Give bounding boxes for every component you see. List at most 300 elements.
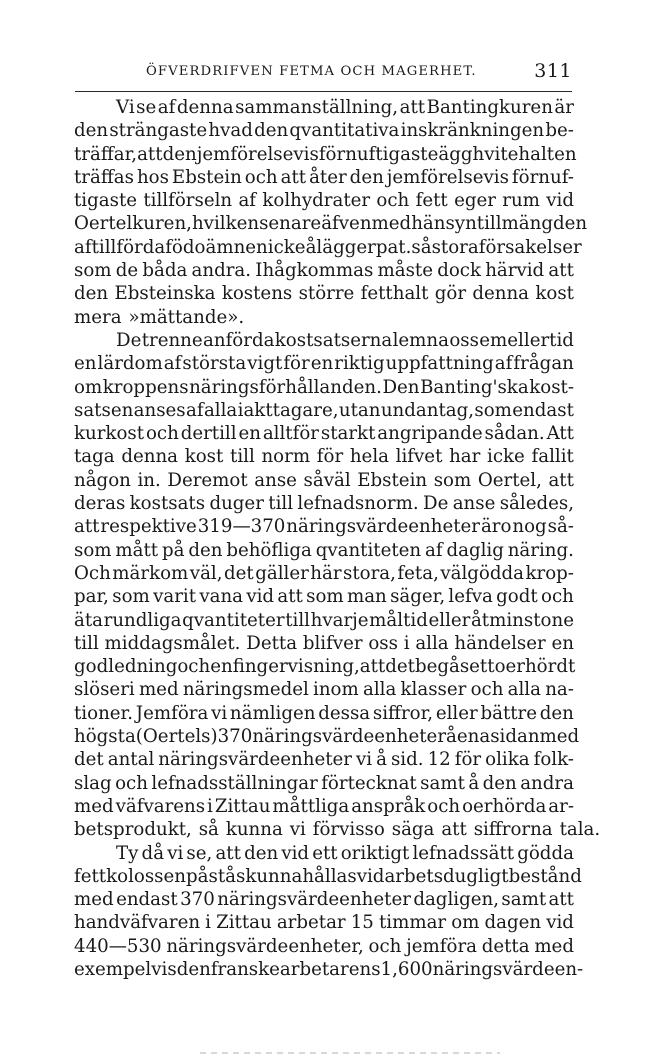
word: som	[112, 586, 150, 608]
word: kost	[184, 446, 224, 468]
word: anförda	[203, 329, 275, 351]
word: mera	[74, 306, 122, 328]
text-line	[74, 445, 574, 468]
word: att	[277, 586, 303, 608]
word: de	[115, 260, 139, 282]
word: 15	[350, 912, 374, 934]
word: godt	[496, 586, 538, 608]
word: till	[285, 609, 310, 631]
word: med	[74, 889, 114, 911]
text-line	[74, 422, 574, 445]
word: arbetsdugligt	[384, 865, 509, 887]
word: andra	[520, 772, 574, 794]
word: till	[74, 632, 99, 654]
word: strängaste	[109, 120, 208, 142]
word: nog	[512, 516, 547, 538]
word: den	[244, 842, 279, 864]
word: lärdom	[97, 353, 163, 375]
word: blifver	[302, 632, 363, 654]
word: lemna	[392, 329, 449, 351]
text-line	[74, 585, 574, 608]
word: för	[283, 353, 310, 375]
word: dagligen,	[413, 889, 499, 911]
word: af	[74, 236, 92, 258]
word: franske	[210, 958, 280, 980]
word: och	[244, 166, 278, 188]
word: inom	[313, 679, 359, 701]
word: äro	[480, 516, 512, 538]
word: »mättande».	[128, 306, 245, 328]
word: så-	[547, 516, 574, 538]
word: in.	[137, 469, 161, 491]
word: alla	[507, 679, 541, 701]
text-line	[74, 609, 574, 632]
word: oss	[368, 632, 398, 654]
word: den	[254, 120, 289, 142]
word: näringsmedel	[182, 679, 309, 701]
word: af	[186, 399, 204, 421]
word: den	[176, 958, 211, 980]
word: pat.	[375, 236, 412, 258]
text-line	[74, 376, 574, 399]
word: af	[238, 190, 257, 212]
page-header	[74, 60, 574, 90]
word: så	[411, 236, 432, 258]
word: ena	[456, 726, 491, 748]
word: som	[433, 469, 472, 491]
word: med	[74, 795, 114, 817]
word: gäller	[255, 562, 309, 584]
word: någon	[74, 469, 131, 491]
word: ett	[312, 842, 338, 864]
word: såväl	[303, 469, 351, 491]
word: Bantingkuren	[426, 97, 553, 118]
word: 1,600	[380, 958, 433, 980]
word: vi	[356, 749, 373, 771]
word: anse	[254, 469, 297, 491]
word: med	[539, 726, 580, 748]
word: i	[403, 632, 410, 654]
word: näringsvärdeenheter	[286, 516, 480, 538]
word: behöfliga	[226, 539, 312, 561]
word: om	[74, 376, 103, 398]
word: slöseri	[74, 679, 135, 701]
word: åter	[309, 166, 347, 188]
text-line	[74, 562, 574, 585]
word: rundliga	[103, 609, 182, 631]
word: varit	[153, 586, 197, 608]
word: att	[548, 469, 574, 491]
word: begås	[414, 656, 470, 678]
word: näring.	[507, 539, 574, 561]
word: den	[539, 702, 574, 724]
word: en	[551, 632, 574, 654]
word: måttliga	[272, 795, 350, 817]
text-line	[74, 935, 574, 958]
word: folk-	[533, 749, 574, 771]
word: tillförda	[91, 236, 166, 258]
word: arbetarens	[279, 958, 381, 980]
word: säga	[391, 819, 435, 841]
word: vid	[356, 865, 385, 887]
word: De	[422, 493, 449, 515]
word: vigt	[247, 353, 283, 375]
word: kost	[535, 283, 574, 305]
word: tillförseln	[143, 190, 233, 212]
word: bestånd	[508, 865, 582, 887]
word: siffror,	[372, 702, 434, 724]
word: har	[449, 446, 481, 468]
word: som	[74, 539, 112, 561]
text-line	[74, 399, 574, 422]
word: exempelvis	[74, 958, 177, 980]
word: fallit	[531, 446, 574, 468]
word: iakttagare,	[237, 399, 339, 421]
word: jemföra	[406, 935, 477, 957]
word: af	[425, 539, 443, 561]
word: träffas	[74, 166, 134, 188]
word: (Oertels)	[135, 726, 218, 748]
word: dertill	[180, 423, 237, 445]
word: anses	[133, 399, 186, 421]
word: en	[210, 656, 233, 678]
word: Zittau	[216, 912, 272, 934]
text-line	[74, 166, 574, 189]
word: att	[359, 656, 386, 678]
word: åtminstone	[470, 609, 574, 631]
word: qvantitativa	[289, 120, 400, 142]
word: näringsförhållanden.	[189, 376, 382, 398]
word: födoämnen	[165, 236, 268, 258]
word: på	[161, 539, 185, 561]
text-line	[74, 678, 574, 701]
word: försakelser	[478, 236, 582, 258]
word: träffar,	[74, 143, 138, 165]
word: i	[205, 912, 211, 934]
word: vid	[546, 912, 574, 934]
word: kostens	[221, 283, 293, 305]
word: att	[215, 842, 241, 864]
word: siffrorna	[473, 819, 553, 841]
word: den	[482, 772, 517, 794]
word: den	[349, 166, 384, 188]
word: 319—370	[197, 516, 286, 538]
word: antal	[107, 749, 155, 771]
word: kunna	[245, 865, 303, 887]
word: vi	[289, 819, 306, 841]
word: feta,	[397, 562, 439, 584]
word: ar-	[548, 795, 574, 817]
word: lefnadsnorm.	[297, 493, 419, 515]
word: som	[474, 399, 512, 421]
word: säger,	[390, 586, 446, 608]
word: äfven	[321, 213, 372, 235]
word: stora,	[343, 562, 396, 584]
text-line	[74, 236, 582, 259]
word: denna	[176, 97, 234, 118]
word: väfvarens	[115, 795, 206, 817]
page-number: 311	[534, 60, 572, 82]
word: sidan	[490, 726, 540, 748]
word: att	[548, 260, 574, 282]
word: kostsats	[129, 493, 206, 515]
word: kurkost	[74, 423, 145, 445]
word: lefnadsställningar	[151, 772, 318, 794]
word: och	[145, 423, 179, 445]
word: 370	[217, 726, 253, 748]
word: med	[534, 935, 574, 957]
word: Oertelkuren,	[74, 213, 192, 235]
word: så	[198, 819, 219, 841]
word: daglig	[446, 539, 504, 561]
word: be-	[545, 120, 574, 142]
word: mängden	[501, 213, 588, 235]
word: äta	[74, 609, 103, 631]
text-line	[74, 795, 574, 818]
word: måltid	[369, 609, 428, 631]
word: lefva	[448, 586, 493, 608]
word: tigaste	[74, 190, 138, 212]
word: att	[441, 819, 467, 841]
word: dock	[437, 260, 482, 282]
word: par,	[74, 586, 109, 608]
word: handväfvaren	[74, 912, 201, 934]
word: vid	[546, 190, 574, 212]
word: och	[470, 679, 504, 701]
word: näringsvärdeenheter,	[166, 935, 364, 957]
word: kunna	[225, 819, 283, 841]
word: 12	[427, 749, 451, 771]
text-line	[74, 96, 574, 119]
word: och	[177, 656, 211, 678]
word: välgödda	[440, 562, 524, 584]
word: hänsyn	[411, 213, 477, 235]
word: båda	[142, 260, 188, 282]
word: det	[74, 749, 104, 771]
word: sid.	[390, 749, 424, 771]
word: jemförelsevis	[386, 166, 509, 188]
word: å	[376, 749, 387, 771]
word: uppfattning	[385, 353, 494, 375]
word: hos	[136, 166, 169, 188]
word: respektive	[100, 516, 197, 538]
text-line	[74, 492, 574, 515]
word: som	[74, 260, 112, 282]
word: med	[371, 213, 412, 235]
word: satsen	[74, 399, 134, 421]
word: stora	[431, 236, 479, 258]
text-line	[74, 865, 582, 888]
word: gödda	[517, 842, 574, 864]
word: kolhydrater	[262, 190, 371, 212]
word: kostsatserna	[274, 329, 393, 351]
word: alla	[203, 399, 238, 421]
word: eller	[435, 702, 478, 724]
word: näringsvärdeenheter	[217, 889, 411, 911]
word: att	[137, 143, 163, 165]
body-text	[74, 96, 601, 981]
word: endast	[116, 889, 178, 911]
word: och	[541, 586, 574, 608]
word: deras	[74, 493, 126, 515]
word: slag	[74, 772, 112, 794]
word: oerhördt	[494, 656, 576, 678]
word: för	[316, 446, 344, 468]
word: den	[188, 539, 223, 561]
word: gör	[434, 283, 467, 305]
word: den	[74, 283, 109, 305]
word: förnuf-	[511, 166, 574, 188]
word: en	[74, 353, 97, 375]
word: å	[446, 726, 457, 748]
word: middagsmålet.	[104, 632, 241, 654]
text-line	[74, 189, 574, 212]
word: klasser	[400, 679, 467, 701]
text-line	[74, 655, 574, 678]
word: eller	[428, 609, 471, 631]
word: näringsvärdeen-	[432, 958, 584, 980]
word: bättre	[480, 702, 538, 724]
word: na-	[545, 679, 574, 701]
word: här	[310, 562, 342, 584]
text-line	[74, 632, 574, 655]
word: att	[399, 97, 426, 118]
text-line	[74, 911, 574, 934]
word: hela	[349, 446, 389, 468]
word: 370	[180, 889, 215, 911]
word: Ebstein	[171, 166, 242, 188]
word: man	[346, 586, 387, 608]
word: Den	[382, 376, 420, 398]
word: trenne	[141, 329, 203, 351]
word: hvarje	[310, 609, 369, 631]
word: dessa	[318, 702, 371, 724]
word: den	[74, 120, 109, 142]
word: då	[141, 842, 165, 864]
word: frågan	[513, 353, 574, 375]
word: nämligen	[229, 702, 316, 724]
word: en	[238, 423, 261, 445]
word: Vi	[116, 97, 135, 118]
word: anse	[452, 493, 496, 515]
word: fetthalt	[360, 283, 429, 305]
word: näringsvärdeenheter	[252, 726, 447, 748]
text-line	[74, 282, 574, 305]
word: af	[163, 353, 182, 375]
word: rum	[502, 190, 540, 212]
word: vid	[246, 586, 275, 608]
word: förnuftigaste	[318, 143, 439, 165]
word: största	[182, 353, 247, 375]
text-line	[74, 306, 574, 329]
text-line	[74, 725, 580, 748]
word: tala.	[559, 819, 601, 841]
word: oriktigt	[340, 842, 410, 864]
word: om	[451, 912, 480, 934]
word: väl,	[189, 562, 223, 584]
word: för	[454, 749, 482, 771]
word: betsprodukt,	[74, 819, 192, 841]
word: 440—530	[74, 935, 162, 957]
word: det	[385, 656, 415, 678]
word: oss	[449, 329, 479, 351]
word: utan	[338, 399, 381, 421]
word: jemförelsevis	[196, 143, 319, 165]
word: god	[74, 656, 109, 678]
word: Ty	[116, 842, 139, 864]
word: med	[138, 679, 179, 701]
word: dagen	[484, 912, 542, 934]
word: och	[368, 935, 402, 957]
word: senare	[259, 213, 322, 235]
word: till	[476, 213, 502, 235]
word: är	[554, 97, 574, 118]
word: vi	[211, 702, 228, 724]
word: icke	[487, 446, 525, 468]
text-line	[74, 469, 574, 492]
footer-bleed-through	[200, 1052, 500, 1054]
word: lefnadssätt	[412, 842, 515, 864]
word: att	[74, 516, 100, 538]
word: oerhörda	[462, 795, 547, 817]
word: mått	[115, 539, 159, 561]
word: händelser	[454, 632, 546, 654]
text-line	[74, 958, 584, 981]
word: eger	[454, 190, 496, 212]
word: således,	[499, 493, 574, 515]
word: se	[136, 97, 157, 118]
word: den	[162, 143, 197, 165]
word: härvid	[485, 260, 545, 282]
word: sådan.	[484, 423, 545, 445]
word: fingervisning,	[232, 656, 360, 678]
word: sammanställning,	[235, 97, 399, 118]
word: hvilken	[191, 213, 260, 235]
word: i	[207, 795, 213, 817]
word: hållas	[302, 865, 357, 887]
word: det	[224, 562, 254, 584]
word: som	[306, 586, 344, 608]
word: emellertid	[479, 329, 574, 351]
running-head: ÖFVERDRIFVEN FETMA OCH MAGERHET.	[146, 64, 477, 79]
text-line	[74, 748, 574, 771]
text-line	[74, 539, 574, 562]
text-line	[74, 888, 574, 911]
word: af	[157, 97, 176, 118]
word: denna	[472, 283, 530, 305]
word: endast	[512, 399, 574, 421]
word: norm	[261, 446, 311, 468]
word: att	[280, 166, 307, 188]
word: undantag,	[380, 399, 475, 421]
word: alla	[362, 679, 397, 701]
word: å	[468, 772, 480, 794]
word: förvisso	[312, 819, 385, 841]
word: till	[268, 493, 294, 515]
word: arbetar	[276, 912, 346, 934]
word: Och	[74, 562, 111, 584]
word: samt	[420, 772, 465, 794]
word: fett	[415, 190, 448, 212]
text-line	[74, 702, 574, 725]
word: riktig	[334, 353, 385, 375]
word: högsta	[74, 726, 136, 748]
word: denna	[121, 446, 179, 468]
text-line	[74, 842, 574, 865]
word: näringsvärdeenheter	[158, 749, 352, 771]
word: hvad	[208, 120, 253, 142]
word: angripande	[377, 423, 483, 445]
